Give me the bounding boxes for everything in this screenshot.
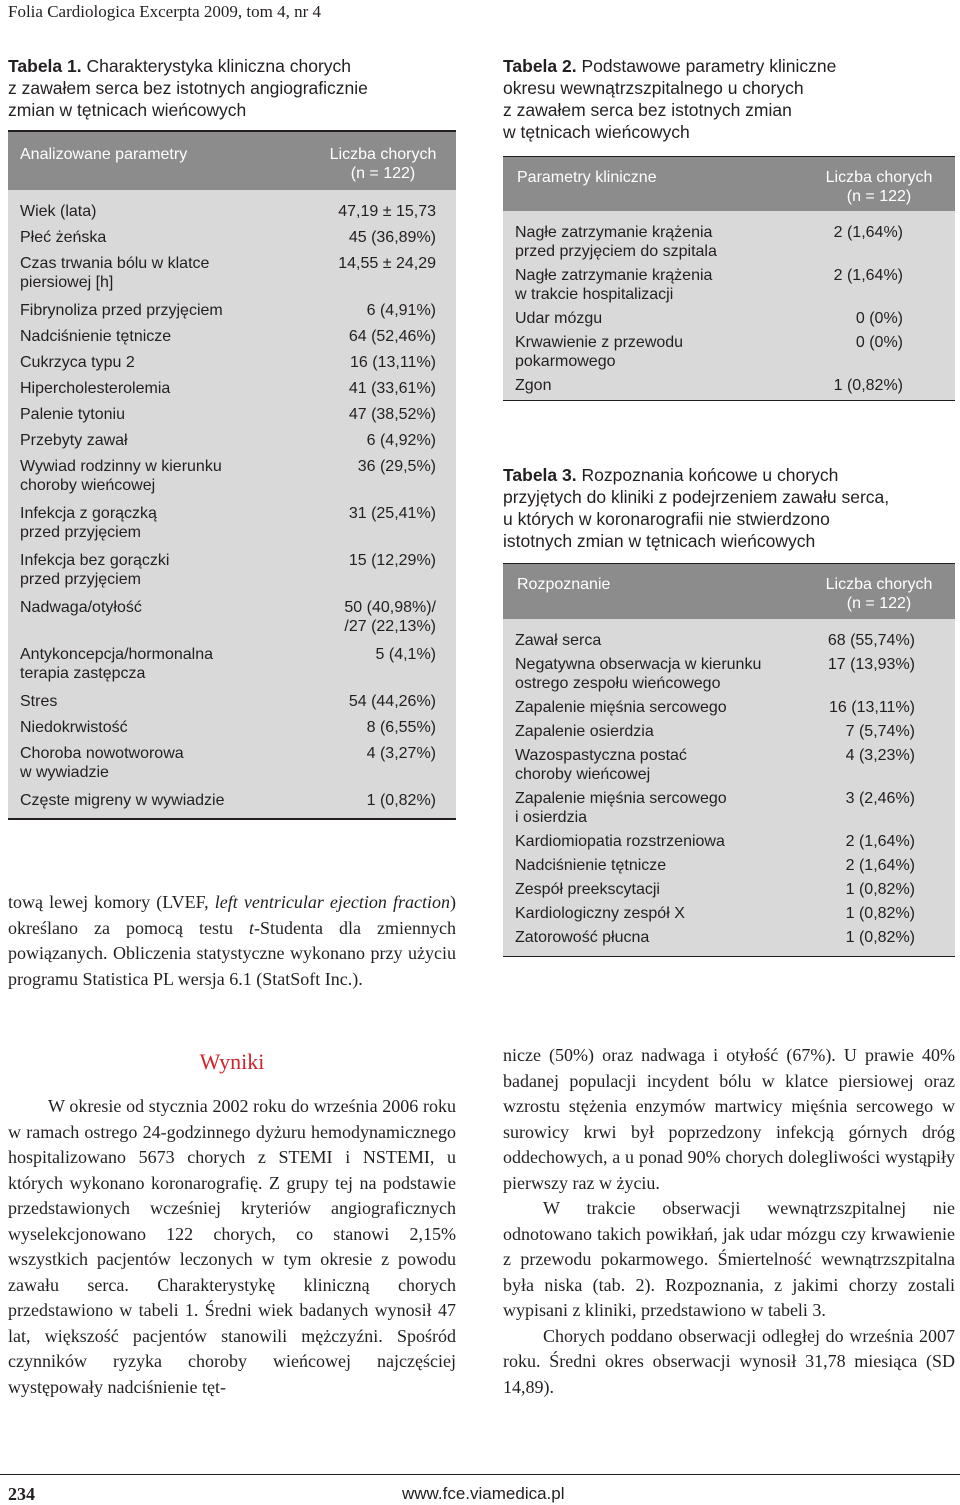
row-value-line: 50 (40,98%)/	[344, 599, 436, 616]
row-value	[276, 718, 436, 737]
table1-caption-line: z zawałem serca bez istotnych angiograficznie	[8, 78, 368, 98]
row-label	[515, 722, 654, 741]
row-value-line: 15 (12,29%)	[348, 552, 436, 569]
running-header: Folia Cardiologica Excerpta 2009, tom 4, nr 4	[8, 2, 322, 21]
row-value-line: 2 (1,64%)	[833, 224, 903, 241]
table2-caption-line: w tętnicach wieńcowych	[503, 122, 690, 142]
row-label	[20, 718, 128, 737]
row-value	[753, 376, 903, 395]
table3-caption-line: u których w koronarografii nie stwierdzono	[503, 509, 830, 529]
row-value-line: 47 (38,52%)	[348, 406, 436, 423]
row-value-line: 16 (13,11%)	[350, 354, 436, 371]
page-number: 234	[8, 1484, 35, 1504]
results-paragraph-1	[8, 1094, 456, 1400]
table3-header	[503, 564, 955, 619]
row-value-line: 2 (1,64%)	[845, 833, 915, 850]
row-label-line: Cukrzyca typu 2	[20, 354, 135, 371]
row-value-line: 36 (29,5%)	[357, 458, 436, 475]
table2	[503, 156, 955, 401]
row-label-line: Nagłe zatrzymanie krążenia	[515, 267, 713, 284]
row-value-line: 7 (5,74%)	[845, 723, 915, 740]
row-value	[276, 202, 436, 221]
row-label-line: Zgon	[515, 377, 552, 394]
row-value-line: 1 (0,82%)	[845, 929, 915, 946]
table1-caption-line: Charakterystyka kliniczna chorych	[86, 56, 352, 76]
row-value-line: 4 (3,27%)	[366, 745, 436, 762]
row-label-line: Infekcja bez gorączki	[20, 552, 170, 569]
row-label	[20, 405, 125, 424]
row-label-line: Kardiologiczny zespół X	[515, 905, 685, 922]
row-value	[276, 598, 436, 636]
row-label-line: Choroba nowotworowa	[20, 745, 184, 762]
methods-text: tową lewej komory (LVEF,	[8, 892, 215, 912]
row-value-line: 17 (13,93%)	[827, 656, 915, 673]
table1-caption-label: Tabela 1.	[8, 56, 82, 76]
row-value	[765, 880, 915, 899]
row-value	[753, 266, 903, 285]
row-label-line: Antykoncepcja/hormonalna	[20, 646, 214, 663]
row-value	[276, 327, 436, 346]
row-label	[515, 928, 649, 947]
footer-url: www.fce.viamedica.pl	[402, 1484, 565, 1503]
row-label-line: przed przyjęciem do szpitala	[515, 243, 717, 260]
row-value	[765, 789, 915, 808]
table2-caption-label: Tabela 2.	[503, 56, 577, 76]
row-value-line: 47,19 ± 15,73	[338, 203, 436, 220]
row-label-line: i osierdzia	[515, 809, 588, 826]
row-value	[276, 228, 436, 247]
row-label	[515, 698, 727, 717]
row-value	[276, 379, 436, 398]
row-value-line: 0 (0%)	[855, 310, 903, 327]
table2-col2-label: Liczba chorych	[825, 169, 933, 186]
row-label-line: Kardiomiopatia rozstrzeniowa	[515, 833, 725, 850]
row-label	[515, 880, 660, 899]
results-text: W trakcie obserwacji wewnątrzszpitalnej nie odnotowano takich powikłań, jak udar mózgu czy krwawienie z przewodu pokarmowego. Śmiertelność wewnątrzszpitalna była niska (tab. 2). Rozpoznania, z jakimi chorzy zostali wypisani z kliniki, przedstawiono w tabeli 3.	[503, 1198, 955, 1320]
row-label-line: Zespół preekscytacji	[515, 881, 660, 898]
row-label-line: w trakcie hospitalizacji	[515, 286, 674, 303]
row-value-line: 1 (0,82%)	[366, 792, 436, 809]
row-value-line: 68 (55,74%)	[827, 632, 915, 649]
methods-text: -Studenta dla zmiennych powiązanych. Obliczenia statystyczne wykonano przy użyciu programu Statistica PL wersja 6.1 (StatSoft Inc.).	[8, 917, 456, 989]
table2-caption-line: Podstawowe parametry kliniczne	[581, 56, 837, 76]
section-heading-wyniki: Wyniki	[199, 1049, 265, 1074]
table1-caption-line: zmian w tętnicach wieńcowych	[8, 100, 247, 120]
table2-header	[503, 157, 955, 211]
row-value-line: 6 (4,92%)	[366, 432, 436, 449]
row-value	[276, 791, 436, 810]
methods-text-italic: t	[249, 917, 255, 938]
row-value	[753, 223, 903, 242]
row-label-line: Negatywna obserwacja w kierunku	[515, 656, 762, 673]
row-value-line: 3 (2,46%)	[845, 790, 915, 807]
table3-caption	[503, 464, 958, 552]
row-label-line: Nagłe zatrzymanie krążenia	[515, 224, 713, 241]
row-label	[20, 379, 170, 398]
row-label	[515, 655, 761, 693]
row-label-line: Zapalenie mięśnia sercowego	[515, 790, 727, 807]
row-value-line: 14,55 ± 24,29	[338, 255, 436, 272]
row-label	[515, 376, 551, 395]
row-value	[276, 551, 436, 570]
row-value	[276, 254, 436, 273]
row-label	[515, 223, 717, 261]
table2-caption-line: z zawałem serca bez istotnych zmian	[503, 100, 792, 120]
row-value-line: 8 (6,55%)	[366, 719, 436, 736]
row-label-line: Wywiad rodzinny w kierunku	[20, 458, 222, 475]
row-value-line: 1 (0,82%)	[845, 881, 915, 898]
row-label	[20, 254, 209, 292]
methods-paragraph	[8, 890, 456, 992]
row-label	[20, 431, 128, 450]
row-value	[276, 504, 436, 523]
table2-caption-line: okresu wewnątrzszpitalnego u chorych	[503, 78, 804, 98]
row-label-line: Częste migreny w wywiadzie	[20, 792, 225, 809]
row-label-line: Udar mózgu	[515, 310, 603, 327]
row-label-line: Wazospastyczna postać	[515, 747, 687, 764]
row-value	[753, 309, 903, 328]
methods-text-italic: left ventricular ejection fraction	[214, 892, 450, 912]
row-value-line: 16 (13,11%)	[829, 699, 915, 716]
row-label-line: ostrego zespołu wieńcowego	[515, 675, 721, 692]
row-value-line: 54 (44,26%)	[348, 693, 436, 710]
row-label-line: Zatorowość płucna	[515, 929, 650, 946]
row-value	[765, 631, 915, 650]
results-text: W okresie od stycznia 2002 roku do września 2006 roku w ramach ostrego 24-godzinnego dyżuru hemodynamicznego hospitalizowano 5673 chorych z STEMI i NSTEMI, u których wykonano koronarografię. Z grupy tej na podstawie przedstawionych wcześniej kryteriów angiograficznych wyselekcjonowano 122 chorych, co stanowi 2,15% wszystkich pacjentów leczonych w tym okresie z powodu zawału serca. Charakterystykę kliniczną chorych przedstawiono w tabeli 1. Średni wiek badanych wynosił 47 lat, większość pacjentów stanowili mężczyźni. Spośród czynników ryzyka choroby wieńcowej najczęściej występowały nadciśnienie tęt-	[8, 1096, 456, 1397]
table3-col1-header: Rozpoznanie	[517, 576, 611, 593]
table3-col2-header	[809, 575, 949, 613]
row-label	[515, 832, 725, 851]
row-label-line: choroby wieńcowej	[20, 477, 156, 494]
row-label-line: pokarmowego	[515, 353, 616, 370]
table2-col2-header	[809, 168, 949, 206]
row-value	[765, 832, 915, 851]
row-value	[276, 353, 436, 372]
row-label-line: terapia zastępcza	[20, 665, 146, 682]
row-label-line: Nadwaga/otyłość	[20, 599, 142, 616]
row-value	[276, 405, 436, 424]
row-label-line: Zapalenie mięśnia sercowego	[515, 699, 727, 716]
row-value-line: /27 (22,13%)	[344, 618, 436, 635]
table3	[503, 563, 955, 957]
row-label	[20, 645, 213, 683]
row-value-line: 45 (36,89%)	[348, 229, 436, 246]
row-value	[276, 692, 436, 711]
row-label	[515, 746, 687, 784]
row-label	[20, 301, 223, 320]
row-label-line: Płeć żeńska	[20, 229, 107, 246]
row-value-line: 4 (3,23%)	[845, 747, 915, 764]
row-label-line: choroby wieńcowej	[515, 766, 651, 783]
row-value	[753, 333, 903, 352]
row-value	[276, 645, 436, 664]
row-label-line: Zapalenie osierdzia	[515, 723, 654, 740]
row-label-line: Nadciśnienie tętnicze	[20, 328, 172, 345]
row-label-line: Palenie tytoniu	[20, 406, 125, 423]
row-label	[20, 551, 169, 589]
row-value	[276, 301, 436, 320]
table2-col2-n: (n = 122)	[846, 188, 912, 205]
row-label	[515, 904, 685, 923]
row-label-line: Czas trwania bólu w klatce	[20, 255, 210, 272]
row-label-line: Hipercholesterolemia	[20, 380, 171, 397]
table1-col1-header: Analizowane parametry	[20, 146, 188, 163]
row-value-line: 31 (25,41%)	[348, 505, 436, 522]
row-label-line: Fibrynoliza przed przyjęciem	[20, 302, 223, 319]
methods-text: ) określano za pomocą testu	[8, 892, 456, 938]
table2-caption	[503, 55, 958, 143]
row-value	[765, 655, 915, 674]
row-label-line: Przebyty zawał	[20, 432, 128, 449]
table3-col2-label: Liczba chorych	[825, 576, 933, 593]
row-label-line: przed przyjęciem	[20, 524, 141, 541]
table2-col1-header: Parametry kliniczne	[517, 169, 657, 186]
row-value-line: 1 (0,82%)	[845, 905, 915, 922]
row-label	[515, 333, 683, 371]
row-value-line: 41 (33,61%)	[348, 380, 436, 397]
row-value	[765, 904, 915, 923]
row-label-line: w wywiadzie	[20, 764, 109, 781]
row-label-line: piersiowej [h]	[20, 274, 114, 291]
table3-caption-line: przyjętych do kliniki z podejrzeniem zawału serca,	[503, 487, 890, 507]
footer-rule	[0, 1474, 960, 1475]
row-label-line: przed przyjęciem	[20, 571, 141, 588]
row-value-line: 6 (4,91%)	[366, 302, 436, 319]
row-label-line: Nadciśnienie tętnicze	[515, 857, 667, 874]
row-label	[515, 856, 666, 875]
row-value	[765, 928, 915, 947]
table1-caption	[8, 55, 458, 121]
row-value	[765, 698, 915, 717]
row-label	[20, 327, 171, 346]
row-label	[20, 228, 106, 247]
row-value-line: 2 (1,64%)	[845, 857, 915, 874]
row-label-line: Niedokrwistość	[20, 719, 128, 736]
row-label-line: Krwawienie z przewodu	[515, 334, 684, 351]
row-label	[20, 598, 142, 617]
row-value	[276, 457, 436, 476]
row-label	[515, 309, 602, 328]
row-value-line: 2 (1,64%)	[833, 267, 903, 284]
row-label-line: Zawał serca	[515, 632, 602, 649]
row-value	[765, 722, 915, 741]
table3-caption-line: istotnych zmian w tętnicach wieńcowych	[503, 531, 816, 551]
table3-caption-line: Rozpoznania końcowe u chorych	[581, 465, 839, 485]
row-value	[765, 746, 915, 765]
row-value-line: 5 (4,1%)	[375, 646, 436, 663]
table1-col2-header	[318, 145, 448, 183]
table1	[8, 130, 456, 820]
table3-col2-n: (n = 122)	[846, 595, 912, 612]
row-label	[20, 353, 135, 372]
results-right-column	[503, 1043, 955, 1400]
results-text: nicze (50%) oraz nadwaga i otyłość (67%). U prawie 40% badanej populacji incydent bólu w klatce piersiowej oraz wzrostu stężenia enzymów martwicy mięśnia sercowego w surowicy krwi był poprzedzony infekcją górnych dróg oddechowych, a u ponad 90% chorych dolegliwości wystąpiły pierwszy raz w życiu.	[503, 1045, 955, 1193]
row-value-line: 64 (52,46%)	[348, 328, 436, 345]
row-label	[20, 504, 157, 542]
results-text: Chorych poddano obserwacji odległej do września 2007 roku. Średni okres obserwacji wynosił 31,78 miesiąca (SD 14,89).	[503, 1325, 955, 1397]
row-label-line: Infekcja z gorączką	[20, 505, 157, 522]
table1-header	[8, 132, 456, 190]
row-label	[20, 202, 96, 221]
row-label	[20, 692, 57, 711]
row-value	[276, 744, 436, 763]
row-label	[20, 791, 225, 810]
row-label	[20, 457, 222, 495]
row-value-line: 0 (0%)	[855, 334, 903, 351]
table1-col2-n: (n = 122)	[350, 165, 416, 182]
table1-col2-label: Liczba chorych	[329, 146, 437, 163]
row-label	[20, 744, 184, 782]
row-label	[515, 789, 727, 827]
row-value	[765, 856, 915, 875]
row-value	[276, 431, 436, 450]
row-label	[515, 266, 712, 304]
table3-caption-label: Tabela 3.	[503, 465, 577, 485]
row-label	[515, 631, 601, 650]
row-label-line: Stres	[20, 693, 58, 710]
row-label-line: Wiek (lata)	[20, 203, 97, 220]
row-value-line: 1 (0,82%)	[833, 377, 903, 394]
